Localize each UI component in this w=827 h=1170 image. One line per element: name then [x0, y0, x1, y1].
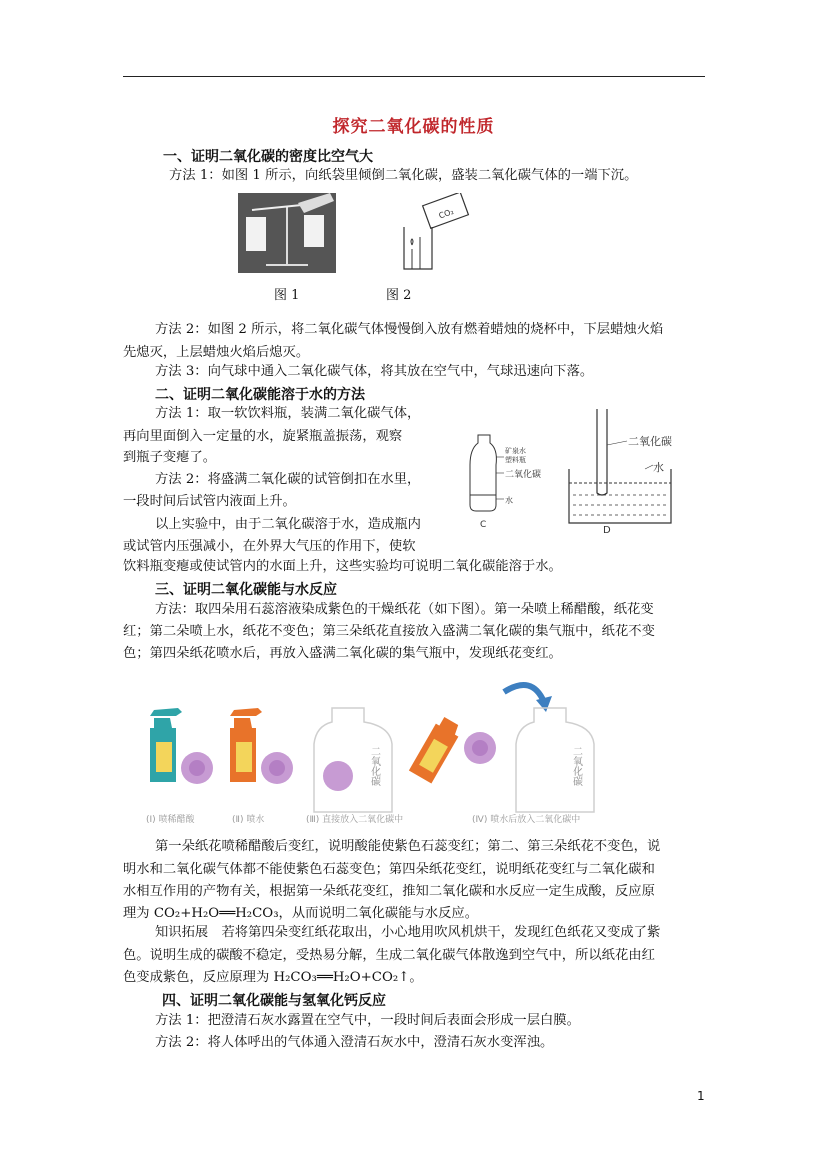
- page-number: 1: [697, 1089, 705, 1103]
- section-2-heading: 二、证明二氧化碳能溶于水的方法: [155, 387, 365, 403]
- section-3-heading: 三、证明二氧化碳能与水反应: [155, 582, 337, 598]
- figure-label: (Ⅲ) 直接放入二氧化碳中: [306, 815, 404, 825]
- s2-line: 再向里面倒入一定量的水，旋紧瓶盖振荡，观察: [123, 429, 403, 444]
- section-4-heading: 四、证明二氧化碳能与氢氧化钙反应: [162, 993, 386, 1009]
- fig-d-label: 水: [653, 461, 664, 474]
- s2-line: 一段时间后试管内液面上升。: [123, 494, 296, 509]
- gas-jar-icon: [516, 708, 594, 812]
- fig2-co2-label: CO₂: [437, 206, 455, 221]
- section-1-heading: 一、证明二氧化碳的密度比空气大: [163, 149, 373, 165]
- fig-c-label: 水: [505, 496, 513, 505]
- s2-line: 方法 1：取一软饮料瓶，装满二氧化碳气体，: [155, 406, 421, 421]
- s2-line: 到瓶子变瘪了。: [123, 450, 217, 465]
- fig-c-label: 矿泉水: [505, 447, 526, 455]
- s2-line: 饮料瓶变瘪或使试管内的水面上升，这些实验均可说明二氧化碳能溶于水。: [123, 559, 562, 574]
- spray-bottle-icon: [409, 715, 464, 783]
- s1-method-3: 方法 3：向气球中通入二氧化碳气体，将其放在空气中，气球迅速向下落。: [155, 364, 594, 379]
- s3-explain-line: 第一朵纸花喷稀醋酸后变红，说明酸能使紫色石蕊变红；第二、第三朵纸花不变色，说: [155, 839, 661, 854]
- s3-explain-line: 明水和二氧化碳气体都不能使紫色石蕊变色；第四朵纸花变红，说明纸花变红与二氧化碳和: [123, 862, 655, 877]
- fig-d-letter: D: [603, 525, 611, 536]
- s2-line: 方法 2：将盛满二氧化碳的试管倒扣在水里，: [155, 472, 421, 487]
- figure-d-tube: [565, 405, 685, 537]
- gas-jar-icon: [314, 708, 392, 812]
- s3-method-line: 红；第二朵喷上水，纸花不变色；第三朵纸花直接放入盛满二氧化碳的集气瓶中，纸花不变: [123, 624, 655, 639]
- fig-d-label: 二氧化碳: [628, 435, 672, 448]
- s3-explain-line: 水相互作用的产物有关，根据第一朵纸花变红，推知二氧化碳和水反应一定生成酸，反应原: [123, 884, 655, 899]
- figure-2-drawing: [398, 193, 478, 273]
- figure-1-photo: [238, 193, 336, 273]
- s1-method-2-line-1: 方法 2：如图 2 所示，将二氧化碳气体慢慢倒入放有燃着蜡烛的烧杯中，下层蜡烛火焰: [155, 322, 664, 337]
- fig-c-letter: C: [480, 520, 487, 530]
- s3-extension-line: 色变成紫色，反应原理为 H₂CO₃══H₂O+CO₂↑。: [123, 970, 423, 985]
- s1-method-1: 方法 1：如图 1 所示，向纸袋里倾倒二氧化碳，盛装二氧化碳气体的一端下沉。: [169, 168, 638, 183]
- page-title: 探究二氧化碳的性质: [332, 117, 495, 137]
- flower-icon: [323, 761, 353, 791]
- s2-line: 或试管内压强减小，在外界大气压的作用下，使软: [123, 539, 416, 554]
- figure-c-bottle: [460, 425, 560, 535]
- figure-1-caption: 图 1: [274, 288, 300, 303]
- fig-c-label: 二氧化碳: [505, 470, 542, 480]
- arrow-icon: [504, 685, 544, 702]
- jar-label: 二氧化碳: [570, 746, 582, 786]
- figure-label: (Ⅳ) 喷水后放入二氧化碳中: [472, 815, 581, 825]
- s1-method-2-line-2: 先熄灭，上层蜡烛火焰后熄灭。: [123, 345, 310, 360]
- s3-extension-line: 色。说明生成的碳酸不稳定，受热易分解，生成二氧化碳气体散逸到空气中，所以纸花由红: [123, 948, 655, 963]
- spray-bottle-icon: [230, 708, 262, 782]
- figure-flower-experiment: [142, 672, 712, 827]
- header-rule: [123, 76, 705, 77]
- spray-bottle-icon: [150, 708, 182, 782]
- s4-method-1: 方法 1：把澄清石灰水露置在空气中，一段时间后表面会形成一层白膜。: [155, 1013, 580, 1028]
- figure-label: (Ⅰ) 喷稀醋酸: [146, 815, 195, 825]
- fig-c-label: 塑料瓶: [505, 456, 526, 464]
- s3-explain-line: 理为 CO₂+H₂O══H₂CO₃，从而说明二氧化碳能与水反应。: [123, 906, 478, 921]
- jar-label: 二氧化碳: [368, 746, 380, 786]
- figure-2-caption: 图 2: [386, 288, 412, 303]
- figure-label: (Ⅱ) 喷水: [232, 815, 265, 825]
- s3-extension-line: 知识拓展 若将第四朵变红纸花取出，小心地用吹风机烘干，发现红色纸花又变成了紫: [155, 925, 661, 940]
- s3-method-line: 方法：取四朵用石蕊溶液染成紫色的干燥纸花（如下图）。第一朵喷上稀醋酸，纸花变: [155, 602, 654, 617]
- s2-line: 以上实验中，由于二氧化碳溶于水，造成瓶内: [155, 517, 421, 532]
- s3-method-line: 色；第四朵纸花喷水后，再放入盛满二氧化碳的集气瓶中，发现纸花变红。: [123, 646, 562, 661]
- s4-method-2: 方法 2：将人体呼出的气体通入澄清石灰水中，澄清石灰水变浑浊。: [155, 1035, 554, 1050]
